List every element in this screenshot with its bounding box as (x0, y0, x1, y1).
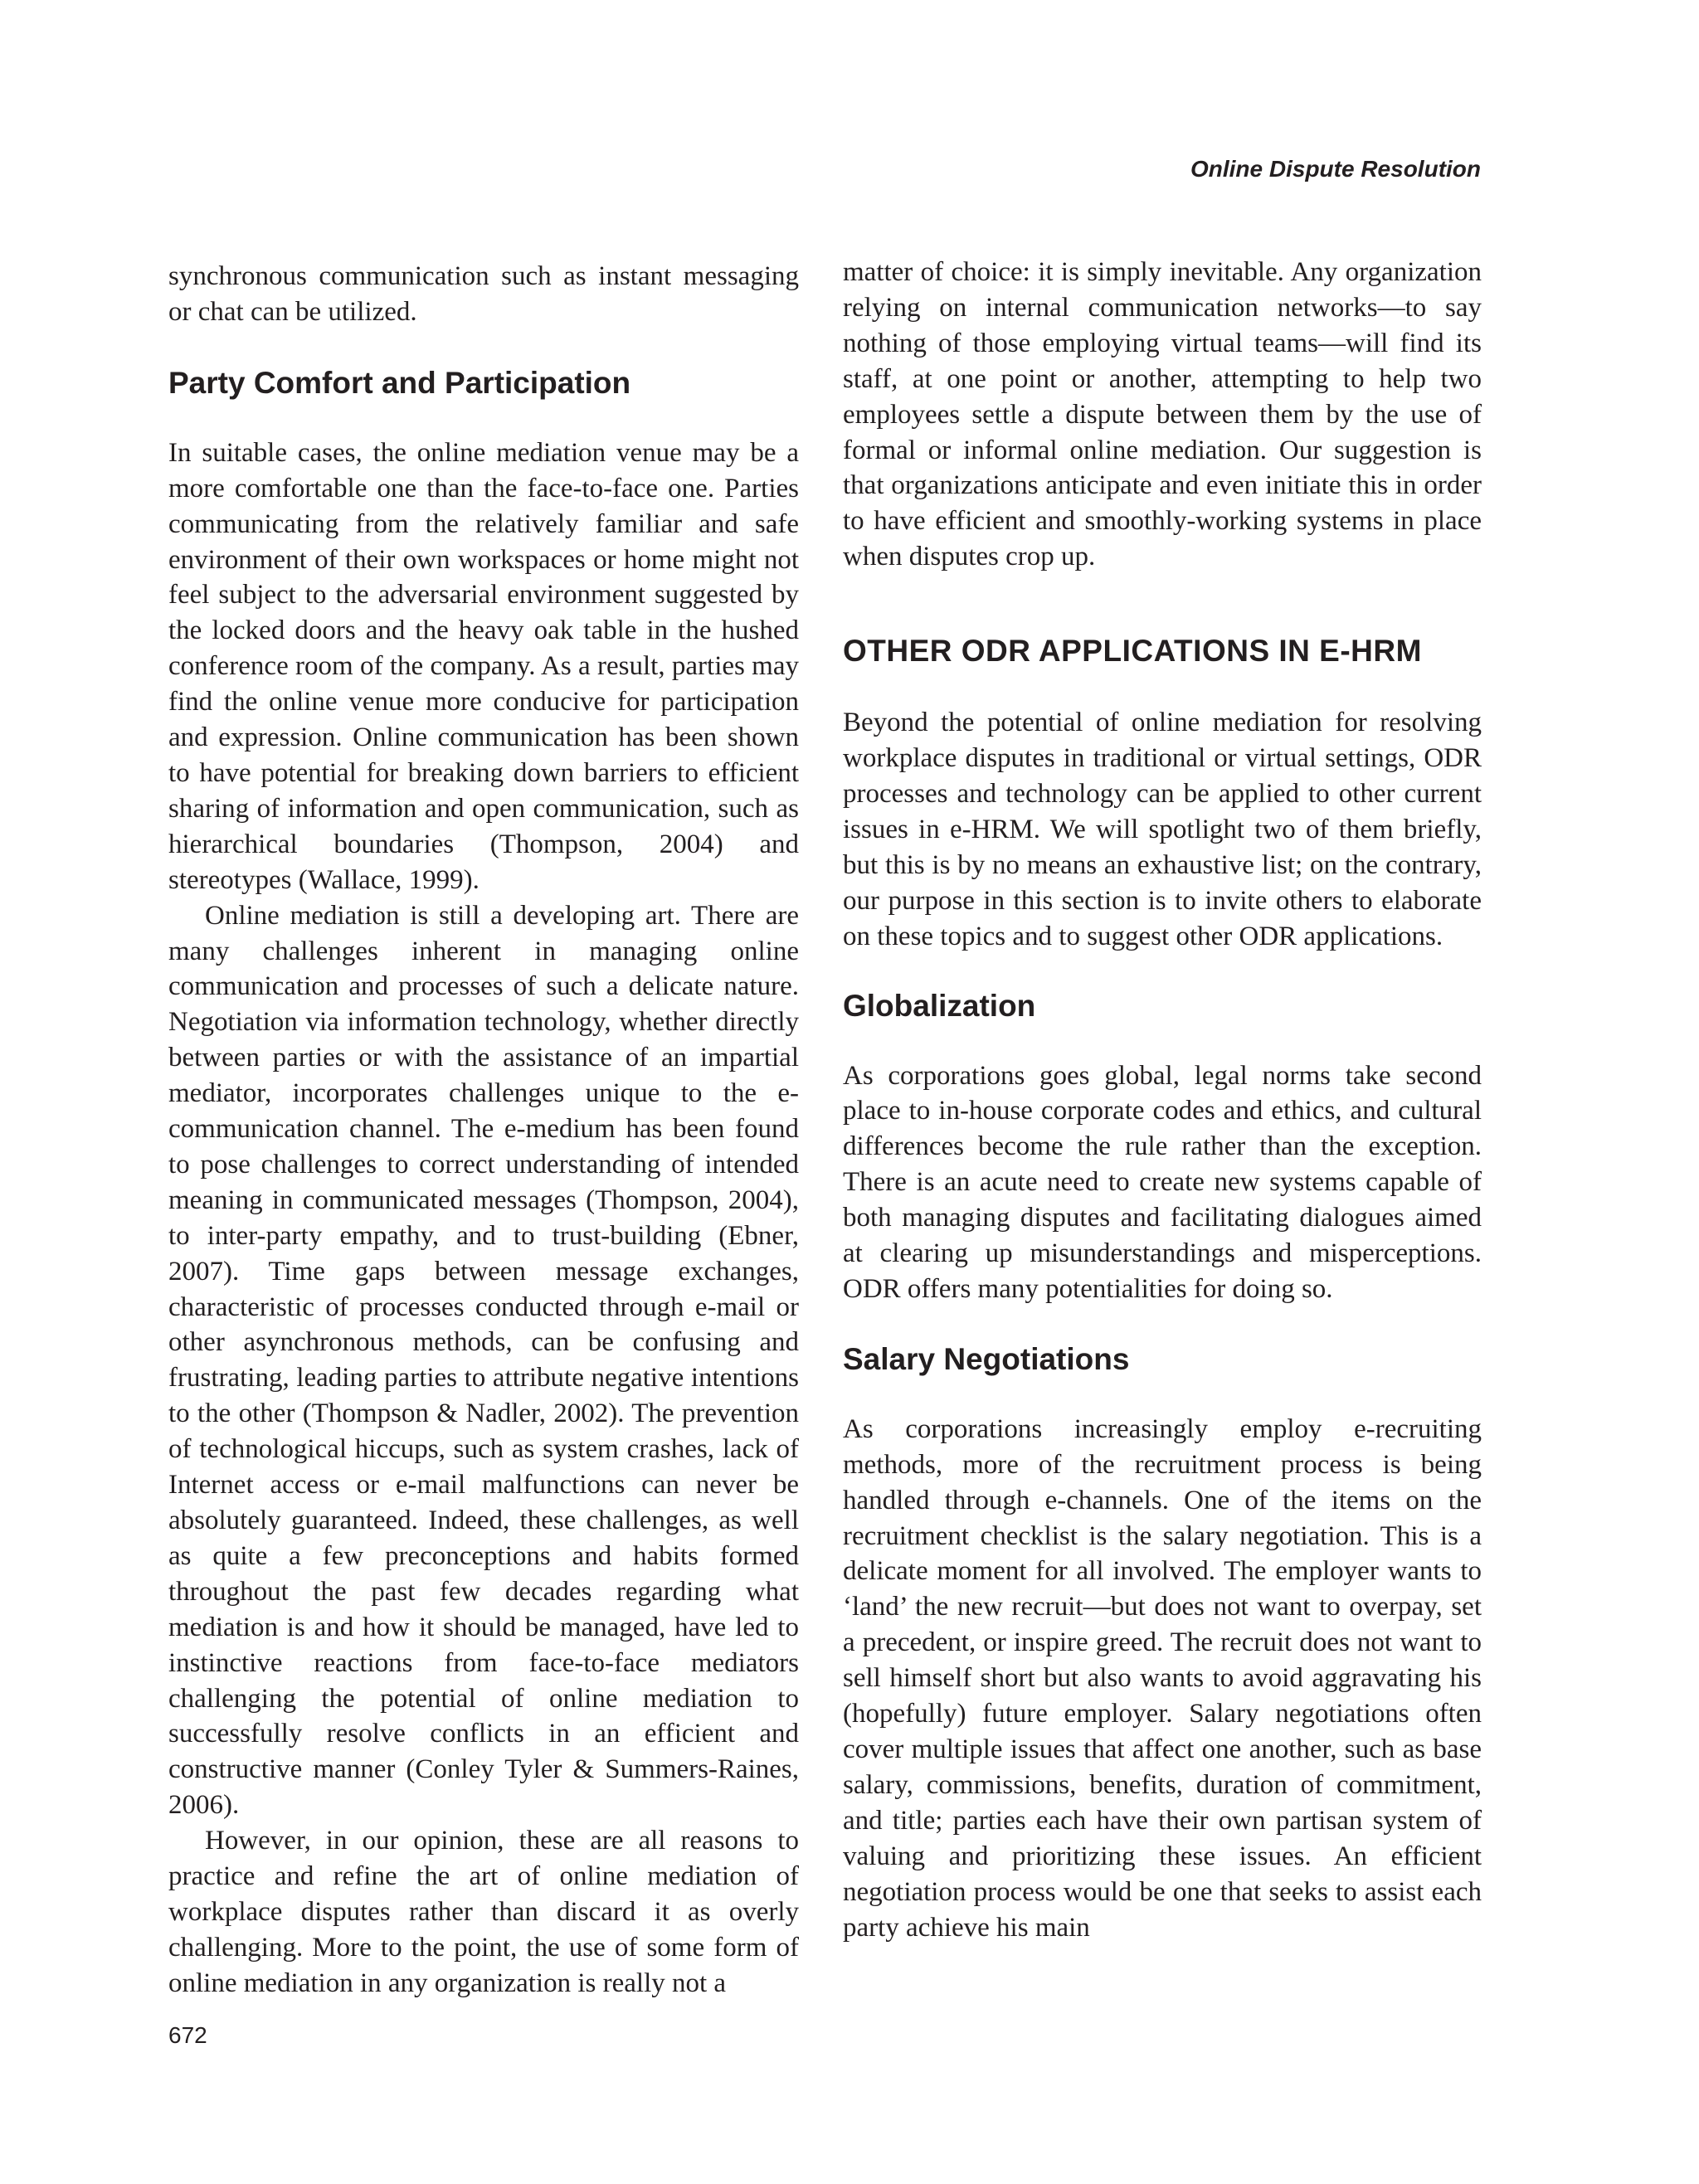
section-heading: Party Comfort and Participation (168, 365, 631, 400)
chapter-section-heading: OTHER ODR APPLICATIONS IN E-HRM (843, 634, 1422, 669)
paragraph: In suitable cases, the online mediation venue may be a more comfortable one than the face-to-face one. Parties communicating from the relatively familiar and safe environment of their own workspaces or home might not feel subject to the adversarial environment suggested by the locked doors and the heavy oak table in the hushed conference room of the company. As a result, parties may find the online venue more conducive for participation and expression. Online communication has been shown to have potential for breaking down barriers to efficient sharing of information and open communication, such as hierarchical boundaries (Thompson, 2004) and stereotypes (Wallace, 1999). (168, 437, 799, 895)
section-heading: Globalization (843, 988, 1036, 1023)
paragraph: As corporations increasingly employ e-recruiting methods, more of the recruitment process is being handled through e-channels. One of the items on the recruitment checklist is the salary negotiation. This is a delicate moment for all involved. The employer wants to ‘land’ the new recruit—but does not want to overpay, set a precedent, or inspire greed. The recruit does not want to sell himself short but also wants to avoid aggravating his (hopefully) future employer. Salary negotiations often cover multiple issues that affect one another, such as base salary, commissions, benefits, duration of commitment, and title; parties each have their own partisan system of valuing and prioritizing these issues. An efficient negotiation process would be one that seeks to assist each party achieve his main (843, 1413, 1482, 1943)
right-column (843, 255, 1482, 1945)
page-number: 672 (168, 2022, 207, 2048)
paragraph: However, in our opinion, these are all reasons to practice and refine the art of online mediation of workplace disputes rather than discard it as overly challenging. More to the point, the use of some form of online mediation in any organization is really not a (168, 1826, 799, 1998)
left-column (168, 259, 799, 2002)
paragraph: synchronous communication such as instant messaging or chat can be utilized. (168, 261, 799, 327)
section-heading: Salary Negotiations (843, 1341, 1130, 1376)
running-header: Online Dispute Resolution (1190, 156, 1481, 182)
paragraph: Beyond the potential of online mediation for resolving workplace disputes in traditional or virtual settings, ODR processes and technology can be applied to other current issues in e-HRM. We will spotlight two of them briefly, but this is by no means an exhaustive list; on the contrary, our purpose in this section is to invite others to elaborate on these topics and to suggest other ODR applications. (843, 708, 1482, 951)
paragraph: As corporations goes global, legal norms take second place to in-house corporate codes and ethics, and cultural differences become the rule rather than the exception. There is an acute need to create new systems capable of both managing disputes and facilitating dialogues aimed at clearing up misunderstandings and misperceptions. ODR offers many potentialities for doing so. (843, 1060, 1482, 1304)
paragraph: matter of choice: it is simply inevitable. Any organization relying on internal communication networks—to say nothing of those employing virtual teams—will find its staff, at one point or another, attempting to help two employees settle a dispute between them by the use of formal or informal online mediation. Our suggestion is that organizations anticipate and even initiate this in order to have efficient and smoothly-working systems in place when disputes crop up. (843, 257, 1482, 572)
paragraph: Online mediation is still a developing art. There are many challenges inherent in managing online communication and processes of such a delicate nature. Negotiation via information technology, whether directly between parties or with the assistance of an impartial mediator, incorporates challenges unique to the e-communication channel. The e-medium has been found to pose challenges to correct understanding of intended meaning in communicated messages (Thompson, 2004), to inter-party empathy, and to trust-building (Ebner, 2007). Time gaps between message exchanges, characteristic of processes conducted through e-mail or other asynchronous methods, can be confusing and frustrating, leading parties to attribute negative intentions to the other (Thompson & Nadler, 2002). The prevention of technological hiccups, such as system crashes, lack of Internet access or e-mail malfunctions can never be absolutely guaranteed. Indeed, these challenges, as well as quite a few preconceptions and habits formed throughout the past few decades regarding what mediation is and how it should be managed, have led to instinctive reactions from face-to-face mediators challenging the potential of online mediation to successfully resolve conflicts in an efficient and constructive manner (Conley Tyler & Summers-Raines, 2006). (168, 900, 799, 1821)
